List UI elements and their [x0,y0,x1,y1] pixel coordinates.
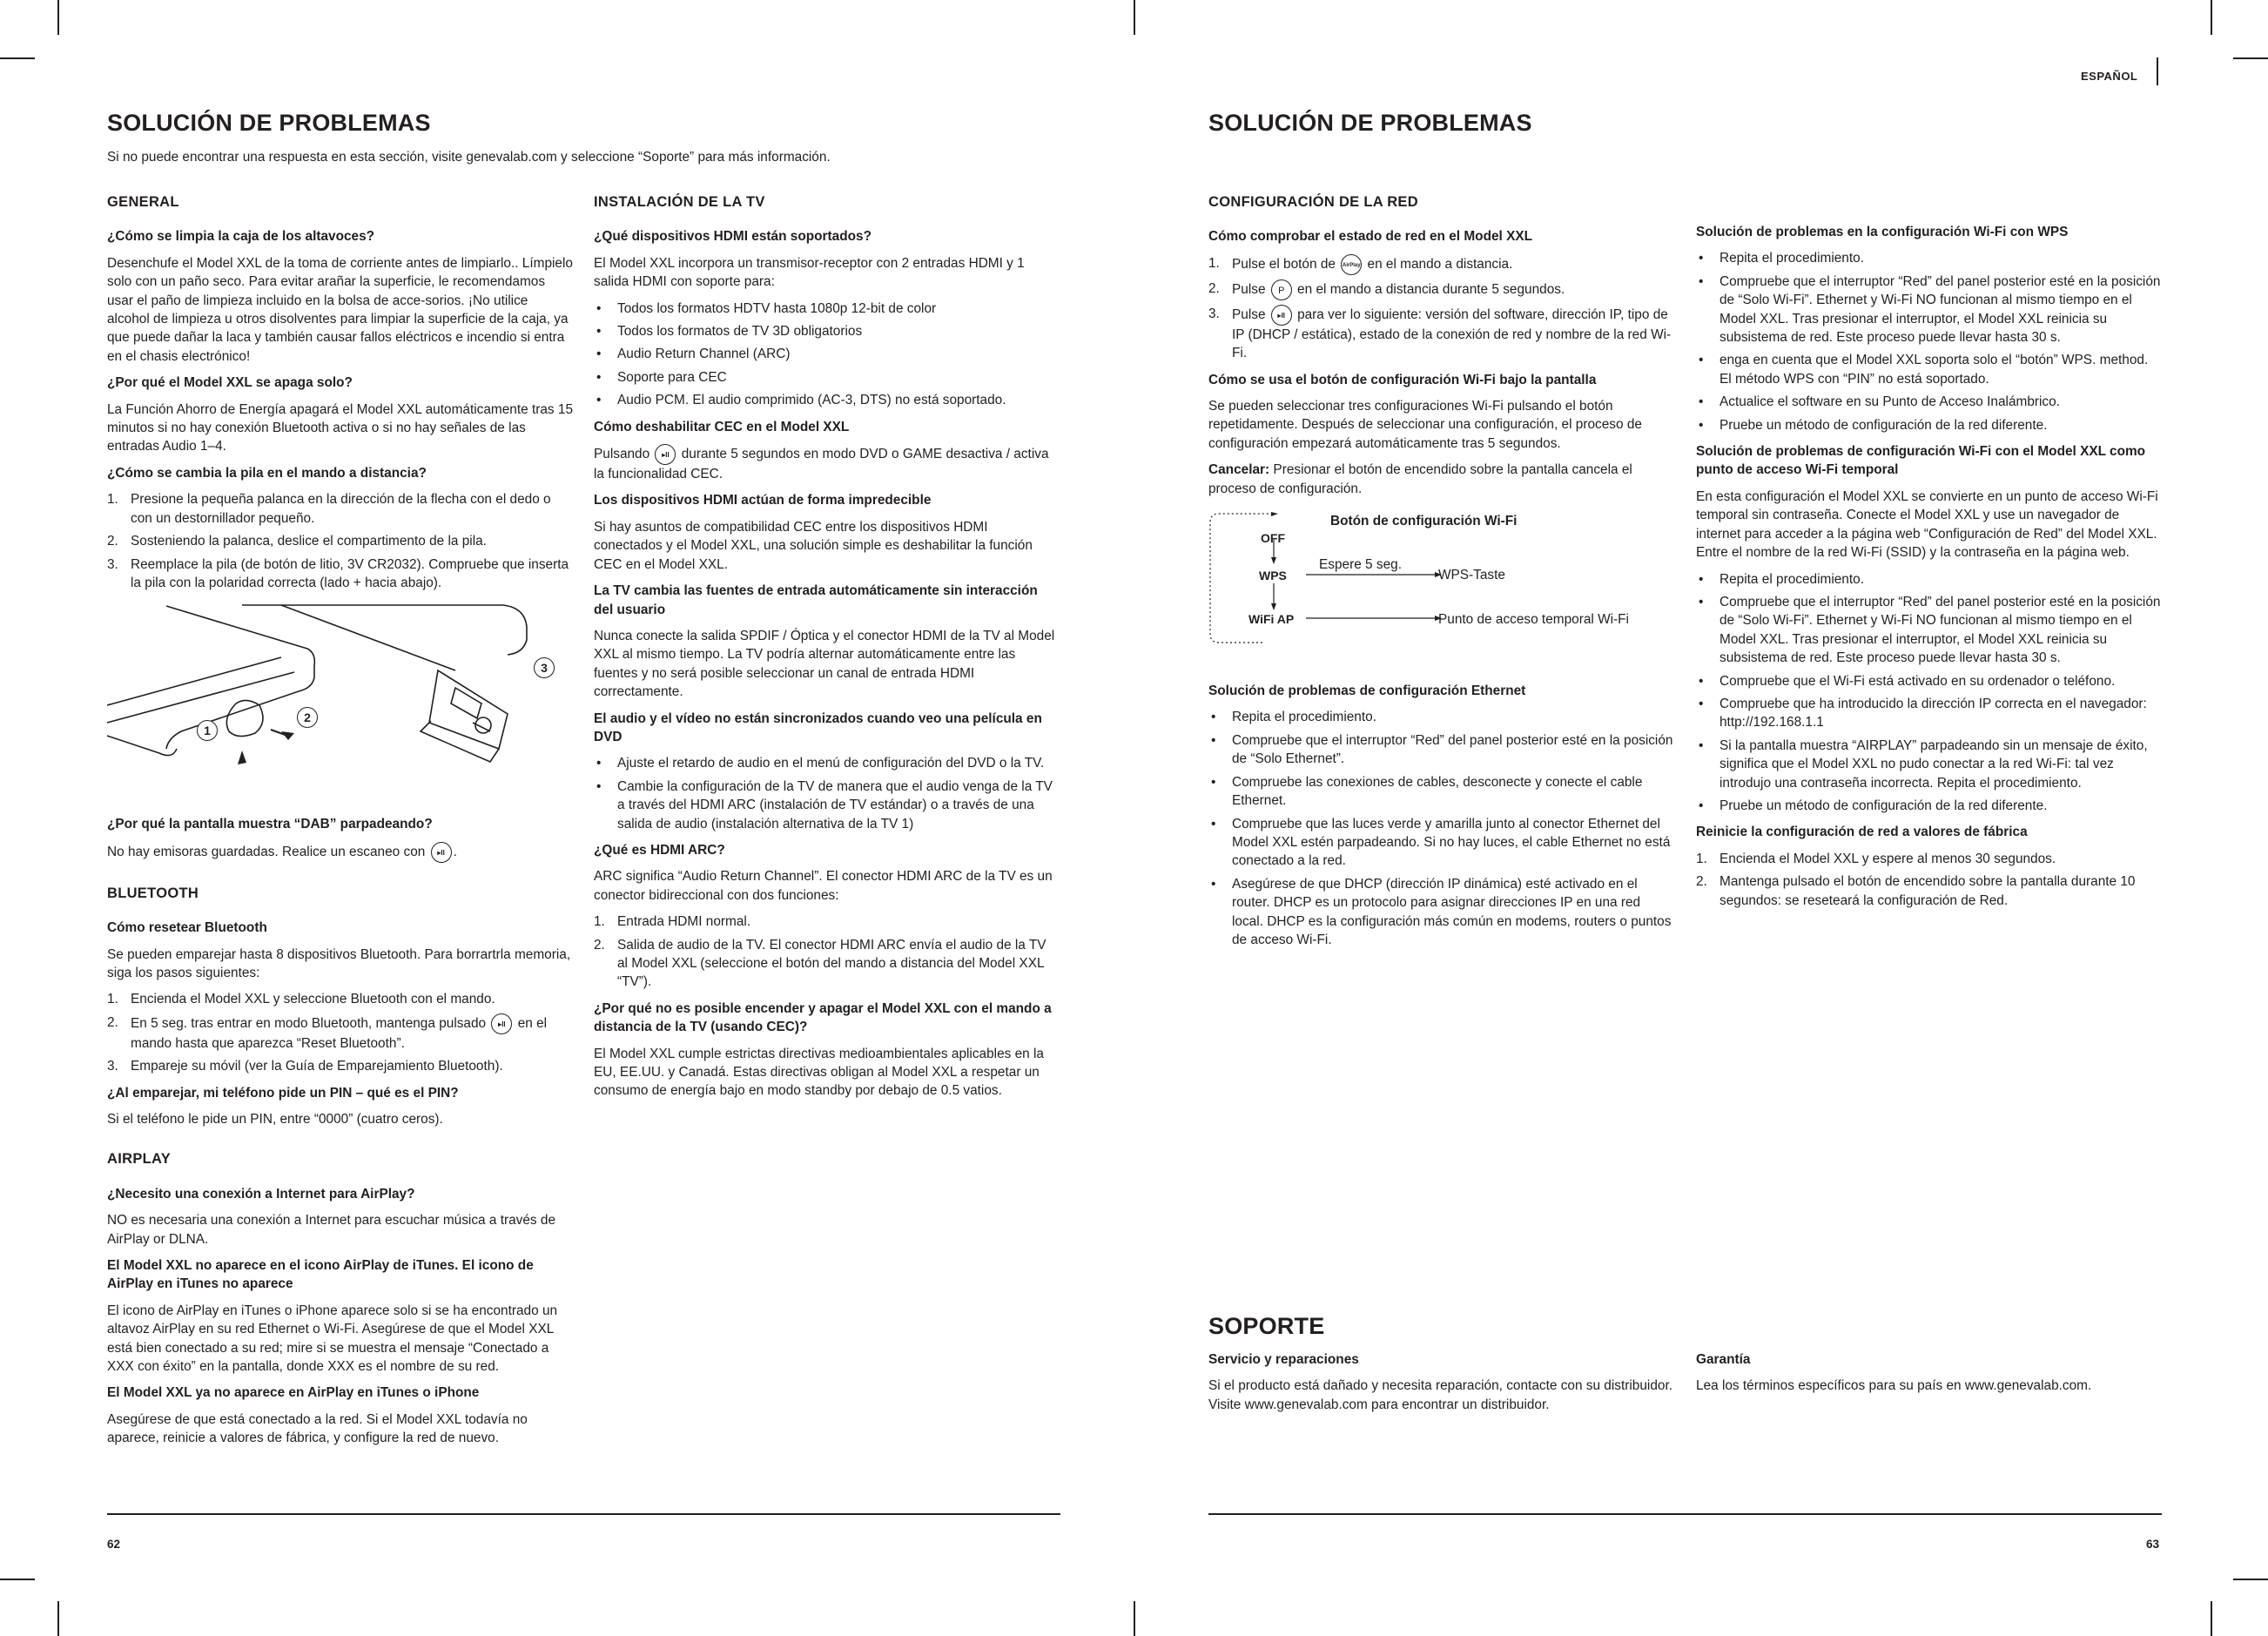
factory-reset-steps [1696,850,2162,910]
p-button-icon: P [1271,279,1292,300]
answer: El icono de AirPlay en iTunes o iPhone aparece solo si se ha encontrado un altavoz AirPlay en su red Ethernet o Wi-Fi. Asegúrese de que el Model XXL está bien conectado a su red; mire si se muestra el mensaje “Conectado a XXX con éxito” en la pantalla, donde XXX es el nombre de su red. [107,1303,558,1375]
right-footer-rule [1208,1513,2162,1515]
answer: Se pueden seleccionar tres configuraciones Wi-Fi pulsando el botón repetidamente. Después de seleccionar una configuración, el proceso de configuración empezará automáticamente tras 5 segundos. [1208,399,1642,451]
list-item: • Audio PCM. El audio comprimido (AC-3, DTS) no está soportado. [594,391,1060,409]
list-item: 2. Mantenga pulsado el botón de encendido sobre la pantalla durante 10 segundos: se reseteará la configuración de Red. [1696,874,2136,908]
answer: En esta configuración el Model XXL se convierte en un punto de acceso Wi-Fi temporal sin contraseña. Conecte el Model XXL y use un navegador de internet para acceder a la página web “Configuración de Red” del Model XXL. Entre el nombre de la red Wi-Fi (SSID) y la contraseña en la página web. [1696,488,2158,561]
crop-mark [2233,57,2268,59]
answer: Cancelar: Presionar el botón de encendido sobre la pantalla cancela el proceso de configuración. [1208,462,1632,496]
remote-battery-illustration [107,601,573,810]
play-pause-icon: ▸II [491,1013,512,1034]
answer: NO es necesaria una conexión a Internet para escuchar música a través de AirPlay or DLNA. [107,1213,556,1247]
list-item: 1. Entrada HDMI normal. [594,914,751,930]
question: ¿Cómo se limpia la caja de los altavoces? [107,229,375,245]
question: ¿Qué dispositivos HDMI están soportados? [594,229,872,245]
answer: El Model XXL cumple estrictas directivas medioambientales aplicables en la EU, EE.UU. y Canadá. Estas directivas obligan al Model XXL a respetar un consumo de energía bajo en modo standby por debajo de 0.5 vatios. [594,1046,1044,1099]
callout-2: 2 [297,707,318,728]
list-item: • Compruebe que el interruptor “Red” del panel posterior esté en la posición de “Solo Wi-Fi”. Ethernet y Wi-Fi NO funcionan al mismo tiempo en el Model XXL. Tras presionar el interruptor, el Model XXL reinicia su subsistema de red. Este proceso puede llevar hasta 30 s. [1696,593,2162,668]
airplay-icon: AirPlay [1341,254,1362,275]
crop-mark [1134,0,1135,35]
answer: ARC significa “Audio Return Channel”. El conector HDMI ARC de la TV es un conector bidireccional con dos funciones: [594,869,1053,903]
question: La TV cambia las fuentes de entrada automáticamente sin interacción del usuario [594,583,1038,617]
support-title: SOPORTE [1208,1313,1325,1339]
question: ¿Qué es HDMI ARC? [594,842,725,858]
question: Solución de problemas en la configuración Wi-Fi con WPS [1696,225,2069,239]
right-page-number: 63 [2146,1538,2160,1551]
left-page-title: SOLUCIÓN DE PROBLEMAS [107,110,431,136]
list-item: • Repita el procedimiento. [1696,570,2162,589]
bluetooth-steps [107,990,573,1075]
network-status-steps [1208,254,1674,363]
question: ¿Por qué no es posible encender y apagar el Model XXL con el mando a distancia de la TV (usando CEC)? [594,1000,1052,1035]
arc-functions-list [594,912,1060,992]
list-item: • Compruebe que el interruptor “Red” del panel posterior esté en la posición de “Solo Ethernet”. [1208,731,1674,769]
list-item: • Repita el procedimiento. [1208,708,1674,726]
ethernet-troubleshooting-list [1208,708,1674,949]
answer: El Model XXL incorpora un transmisor-receptor con 2 entradas HDMI y 1 salida HDMI con soporte para: [594,255,1025,290]
question: El Model XXL ya no aparece en AirPlay en iTunes o iPhone [107,1385,480,1401]
list-item: 3. Pulse ▸II para ver lo siguiente: versión del software, dirección IP, tipo de IP (DHCP / estática), estado de la conexión de red y nombre de la red Wi-Fi. [1208,306,1672,361]
section-heading-airplay: AIRPLAY [107,1151,172,1168]
crop-mark [0,1579,35,1580]
battery-steps [107,490,573,592]
list-item: • Soporte para CEC [594,368,1060,387]
list-item: • Actualice el software en su Punto de Acceso Inalámbrico. [1696,393,2162,411]
list-item: 1. Presione la pequeña palanca en la dirección de la flecha con el dedo o con un destornillador pequeño. [107,492,551,526]
crop-mark [2211,1601,2212,1636]
question: Cómo se usa el botón de configuración Wi-Fi bajo la pantalla [1208,372,1597,387]
list-item: 1. Encienda el Model XXL y seleccione Bluetooth con el mando. [107,992,495,1007]
crop-mark [1134,1601,1135,1636]
diagram-wifiap-label: WiFi AP [1248,612,1295,627]
av-sync-list [594,754,1060,833]
section-heading-tv: INSTALACIÓN DE LA TV [594,194,765,210]
list-item: • Compruebe que el interruptor “Red” del panel posterior esté en la posición de “Solo Wi-Fi”. Ethernet y Wi-Fi NO funcionan al mismo tiempo en el Model XXL. Tras presionar el interruptor, el Model XXL reinicia su subsistema de red. Este proceso puede llevar hasta 30 s. [1696,273,2162,347]
wifi-setup-diagram [1208,512,1674,682]
left-page-number: 62 [107,1538,121,1551]
play-pause-icon: ▸II [1271,305,1292,326]
question: Solución de problemas de configuración Ethernet [1208,683,1526,699]
right-column-2 [1696,223,2162,918]
question: Servicio y reparaciones [1208,1352,1359,1367]
answer: No hay emisoras guardadas. Realice un escaneo con ▸II . [107,842,573,863]
answer: Se pueden emparejar hasta 8 dispositivos Bluetooth. Para borrartrla memoria, siga los pasos siguientes: [107,946,571,980]
list-item: 2. Sosteniendo la palanca, deslice el compartimento de la pila. [107,534,487,549]
answer: Asegúrese de que está conectado a la red. Si el Model XXL todavía no aparece, reinicie a valores de fábrica, y configure la red de nuevo. [107,1411,528,1446]
question: Cómo resetear Bluetooth [107,920,267,936]
section-heading-bluetooth: BLUETOOTH [107,885,199,901]
question: Solución de problemas de configuración Wi-Fi con el Model XXL como punto de acceso Wi-Fi temporal [1696,444,2146,478]
left-column-2 [594,193,1060,1108]
list-item: • Asegúrese de que DHCP (dirección IP dinámica) esté activado en el router. DHCP es un protocolo para asignar direcciones IP en una red local. DHCP es la configuración más común en modems, routers o puntos de acceso Wi-Fi. [1208,875,1674,950]
list-item: • Compruebe que el Wi-Fi está activado en su ordenador o teléfono. [1696,672,2162,690]
diagram-off-label: OFF [1261,531,1285,546]
crop-mark [57,1601,59,1636]
question: ¿Por qué la pantalla muestra “DAB” parpadeando? [107,817,433,832]
answer: Desenchufe el Model XXL de la toma de corriente antes de limpiarlo.. Límpielo solo con un paño seco. Para evitar arañar la superficie, le recomendamos usar el paño de limpieza incluido en la bolsa de acce-sorios. ¡No utilice alcohol de limpieza u otros disolventes para limpiar la superficie de la caja, ya que puede dañar la laca y también causar fallos eléctricos e incendio si entra en el chasis electrónico! [107,255,573,364]
left-page-intro: Si no puede encontrar una respuesta en esta sección, visite genevalab.com y seleccione “Soporte” para más información. [107,150,831,165]
section-heading-general: GENERAL [107,194,179,210]
language-tab: ESPAÑOL [2081,70,2138,83]
answer: Pulsando ▸II durante 5 segundos en modo DVD o GAME desactiva / activa la funcionalidad CEC. [594,444,1060,483]
question: ¿Necesito una conexión a Internet para AirPlay? [107,1186,415,1202]
answer: Si el producto está dañado y necesita reparación, contacte con su distribuidor. Visite www.genevalab.com para encontrar un distribuidor. [1208,1378,1673,1412]
list-item: 2. Pulse P en el mando a distancia durante 5 segundos. [1208,279,1674,300]
callout-3: 3 [534,657,555,678]
list-item: • Repita el procedimiento. [1696,249,2162,267]
question: ¿Al emparejar, mi teléfono pide un PIN – qué es el PIN? [107,1085,459,1101]
support-service [1208,1350,1674,1422]
question: Cómo comprobar el estado de red en el Model XXL [1208,229,1533,245]
wps-troubleshooting-list [1696,249,2162,434]
list-item: • Audio Return Channel (ARC) [594,345,1060,363]
list-item: 2. En 5 seg. tras entrar en modo Bluetooth, mantenga pulsado ▸II en el mando hasta que aparezca “Reset Bluetooth”. [107,1014,548,1051]
temporary-ap-troubleshooting-list [1696,570,2162,816]
list-item: • Si la pantalla muestra “AIRPLAY” parpadeando sin un mensaje de éxito, significa que el Model XXL no pudo conectar a la red Wi-Fi: tal vez introdujo una contraseña incorrecta. Repita el procedimiento. [1696,737,2162,792]
hdmi-support-list [594,300,1060,410]
list-item: • Compruebe que las luces verde y amarilla junto al conector Ethernet del Model XXL estén parpadeando. Si no hay luces, el cable Ethernet no está conectado a la red. [1208,815,1674,871]
diagram-ap-result: Punto de acceso temporal Wi-Fi [1438,612,1629,628]
list-item: 1. Pulse el botón de AirPlay en el mando a distancia. [1208,254,1674,275]
list-item: • Compruebe las conexiones de cables, desconecte y conecte el cable Ethernet. [1208,773,1674,811]
right-column-1 [1208,193,1674,957]
question: Garantía [1696,1352,1751,1367]
list-item: • Pruebe un método de configuración de la red diferente. [1696,797,2162,815]
list-item: 3. Empareje su móvil (ver la Guía de Emparejamiento Bluetooth). [107,1059,503,1074]
diagram-wait-label: Espere 5 seg. [1319,557,1402,573]
answer: Lea los términos específicos para su país en www.genevalab.com. [1696,1378,2092,1394]
section-heading-network: CONFIGURACIÓN DE LA RED [1208,194,1418,210]
list-item: • Pruebe un método de configuración de la red diferente. [1696,416,2162,434]
question: El Model XXL no aparece en el icono AirPlay de iTunes. El icono de AirPlay en iTunes no aparece [107,1258,534,1292]
play-pause-icon: ▸II [431,842,452,863]
diagram-wps-result: WPS-Taste [1438,568,1505,583]
crop-mark [57,0,59,35]
answer: Si hay asuntos de compatibilidad CEC entre los dispositivos HDMI conectados y el Model XXL, una solución simple es deshabilitar la función CEC en el Model XXL. [594,519,1033,572]
list-item: 3. Reemplace la pila (de botón de litio, 3V CR2032). Compruebe que inserta la pila con la polaridad correcta (lado + hacia abajo). [107,556,569,590]
list-item: • enga en cuenta que el Model XXL soporta solo el “botón” WPS. method. El método WPS con “PIN” no está soportado. [1696,351,2162,388]
question: ¿Cómo se cambia la pila en el mando a distancia? [107,465,427,481]
list-item: • Compruebe que ha introducido la dirección IP correcta en el navegador: http://192.168.1.1 [1696,695,2162,732]
list-item: 2. Salida de audio de la TV. El conector HDMI ARC envía el audio de la TV al Model XXL (seleccione el botón del mando a distancia del Model XXL “TV”). [594,937,1047,990]
list-item: • Todos los formatos de TV 3D obligatorios [594,322,1060,340]
crop-mark [2211,0,2212,35]
answer: Nunca conecte la salida SPDIF / Óptica y el conector HDMI de la TV al Model XXL al mismo tiempo. La TV podría alternar automáticamente entre las fuentes y no será posible seleccionar un canal de entrada HDMI correctamente. [594,628,1055,700]
right-page-title: SOLUCIÓN DE PROBLEMAS [1208,110,1532,136]
crop-mark [0,57,35,59]
answer: La Función Ahorro de Energía apagará el Model XXL automáticamente tras 15 minutos si no hay conexión Bluetooth activa o si no hay señales de las entradas Audio 1–4. [107,401,574,454]
list-item: 1. Encienda el Model XXL y espere al menos 30 segundos. [1696,851,2056,866]
support-warranty [1696,1350,2162,1404]
question: El audio y el vídeo no están sincronizados cuando veo una película en DVD [594,710,1042,744]
question: Los dispositivos HDMI actúan de forma impredecible [594,493,932,508]
language-tab-rule [2157,57,2158,85]
list-item: • Ajuste el retardo de audio en el menú de configuración del DVD o la TV. [594,754,1060,772]
question: Reinicie la configuración de red a valores de fábrica [1696,825,2028,840]
left-column-1 [107,193,573,1456]
play-pause-icon: ▸II [655,444,676,465]
list-item: • Todos los formatos HDTV hasta 1080p 12-bit de color [594,300,1060,318]
diagram-title: Botón de configuración Wi-Fi [1330,514,1518,529]
callout-1: 1 [197,720,218,741]
question: ¿Por qué el Model XXL se apaga solo? [107,375,353,391]
left-footer-rule [107,1513,1060,1515]
list-item: • Cambie la configuración de la TV de manera que el audio venga de la TV a través del HDMI ARC (instalación de TV estándar) o a través de una salida de audio (instalación alternativa de la TV 1) [594,778,1060,833]
diagram-wps-label: WPS [1259,569,1287,583]
answer: Si el teléfono le pide un PIN, entre “0000” (cuatro ceros). [107,1111,443,1127]
crop-mark [2233,1579,2268,1580]
question: Cómo deshabilitar CEC en el Model XXL [594,419,850,434]
